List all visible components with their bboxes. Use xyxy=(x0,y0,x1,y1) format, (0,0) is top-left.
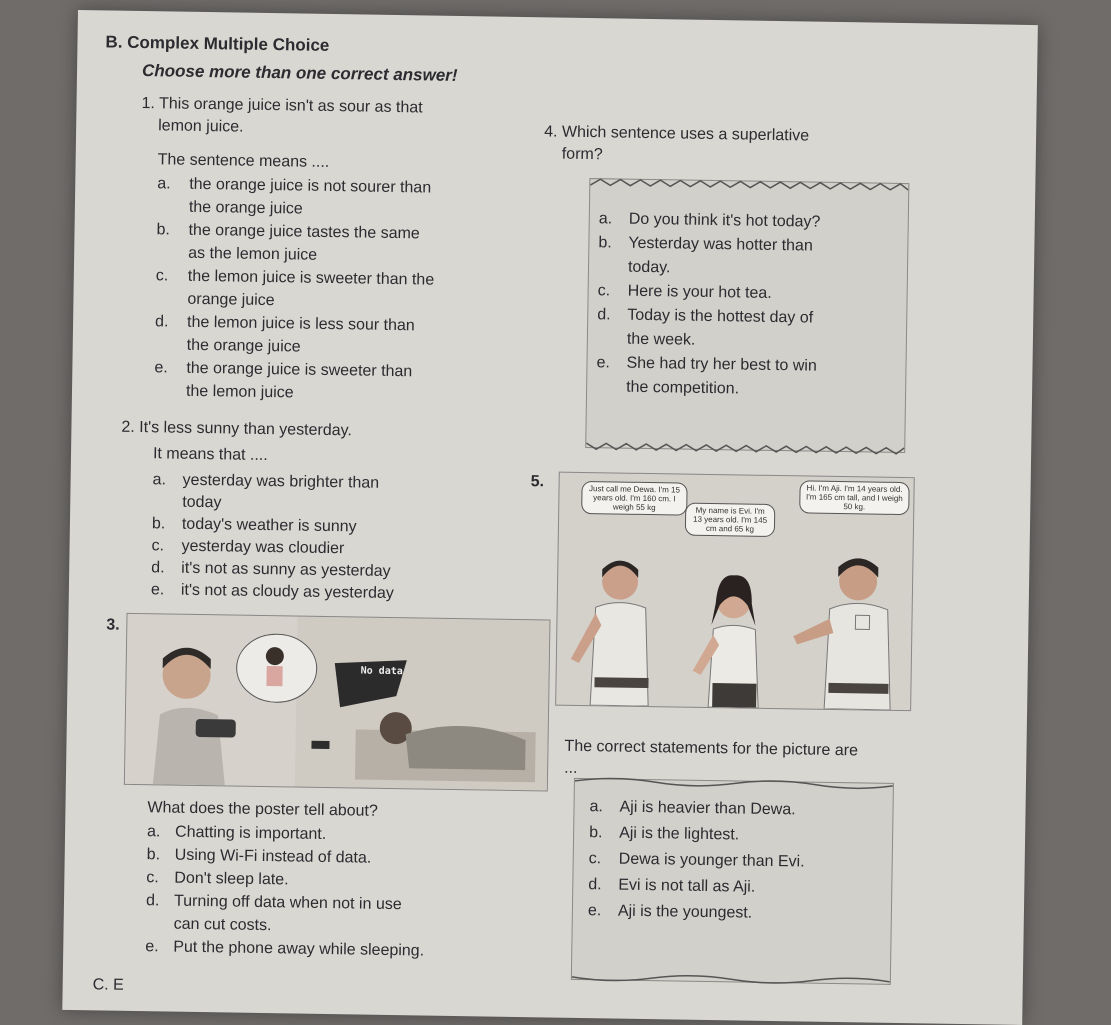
q1-option-b[interactable] xyxy=(156,219,420,245)
q3-option-c[interactable] xyxy=(146,867,289,891)
option-text: Today is the hottest day of xyxy=(627,306,814,327)
option-letter: b. xyxy=(598,234,612,252)
q3-option-d[interactable] xyxy=(146,890,402,916)
q2-option-e[interactable] xyxy=(151,579,394,605)
q3-option-a[interactable] xyxy=(147,821,327,846)
q5-option-e[interactable] xyxy=(588,900,753,925)
q3-option-b[interactable] xyxy=(147,844,372,870)
option-letter: d. xyxy=(145,892,160,910)
option-letter: b. xyxy=(156,221,171,239)
dewa-speech-bubble: Just call me Dewa. I'm 15 years old. I'm 160 cm. I weigh 55 kg xyxy=(581,481,688,516)
section-instruction: Choose more than one correct answer! xyxy=(141,61,458,85)
box-bottom-border xyxy=(586,439,904,456)
q3-poster xyxy=(124,613,551,792)
worksheet-page xyxy=(62,10,1038,1025)
option-text: the lemon juice is less sour than xyxy=(186,313,415,335)
option-letter: d. xyxy=(588,876,602,894)
q4-option-e[interactable] xyxy=(596,352,817,377)
dewa-figure xyxy=(570,560,650,706)
phone-icon xyxy=(196,719,236,738)
option-text: the orange juice tastes the same xyxy=(188,221,420,243)
q1-option-a[interactable] xyxy=(157,173,431,199)
option-text-continued: today xyxy=(182,493,222,512)
option-text: Here is your hot tea. xyxy=(627,282,772,302)
evi-speech-bubble: My name is Evi. I'm 13 years old. I'm 145 cm and 65 kg xyxy=(685,503,776,537)
option-letter: e. xyxy=(150,581,165,599)
option-letter: e. xyxy=(145,938,159,956)
q1-stem-line2: lemon juice. xyxy=(158,117,244,136)
students-illustration xyxy=(556,473,914,711)
q5-option-c[interactable] xyxy=(589,848,805,873)
q3-question: What does the poster tell about? xyxy=(147,799,378,820)
option-text-continued: the competition. xyxy=(626,378,740,398)
q3-number: 3. xyxy=(106,616,120,634)
evi-figure xyxy=(692,575,760,708)
option-text-continued: the orange juice xyxy=(188,198,303,218)
option-text: Yesterday was hotter than xyxy=(628,234,813,255)
option-text: yesterday was brighter than xyxy=(182,471,380,492)
option-text-continued: the orange juice xyxy=(186,336,301,356)
option-text-continued: as the lemon juice xyxy=(188,244,318,264)
q4-option-a[interactable] xyxy=(599,208,821,233)
option-letter: e. xyxy=(587,902,602,920)
box-top-border xyxy=(590,177,908,194)
q2-stem: 2. It's less sunny than yesterday. xyxy=(121,418,352,440)
option-text: Aji is the lightest. xyxy=(619,824,740,844)
option-text: Aji is the youngest. xyxy=(617,902,753,922)
q1-stem-line1: 1. This orange juice isn't as sour as that xyxy=(141,95,423,117)
footer-fragment: C. E xyxy=(92,976,124,994)
boy-shirt xyxy=(153,707,226,785)
option-text: yesterday was cloudier xyxy=(181,537,345,558)
q3-poster-illustration xyxy=(125,614,550,791)
q5-box-top-border xyxy=(575,775,893,792)
option-text: the lemon juice is sweeter than the xyxy=(187,267,435,289)
option-letter: c. xyxy=(146,869,159,887)
option-letter: d. xyxy=(597,306,611,324)
option-letter: c. xyxy=(588,850,602,868)
q5-lead: The correct statements for the picture are xyxy=(564,737,859,760)
poster-no-data-text: No data xyxy=(360,665,403,678)
option-text: Turning off data when not in use xyxy=(173,892,402,914)
q5-number: 5. xyxy=(530,473,545,491)
q4-option-c[interactable] xyxy=(597,280,771,305)
option-letter: b. xyxy=(151,515,166,533)
q5-option-b[interactable] xyxy=(589,822,739,846)
option-text: Aji is heavier than Dewa. xyxy=(619,798,796,819)
q5-picture xyxy=(555,472,915,712)
aji-figure xyxy=(792,557,892,710)
phone-on-floor-icon xyxy=(311,741,329,749)
option-letter: a. xyxy=(598,210,613,228)
q5-option-a[interactable] xyxy=(589,796,795,821)
aji-speech-bubble: Hi. I'm Aji. I'm 14 years old. I'm 165 cm tall, and I weigh 50 kg. xyxy=(799,480,910,515)
option-text-continued: orange juice xyxy=(187,290,275,310)
option-letter: a. xyxy=(146,823,161,841)
option-text: She had try her best to win xyxy=(626,354,817,375)
option-text: Put the phone away while sleeping. xyxy=(173,938,425,960)
q4-stem-line2: form? xyxy=(561,145,603,164)
option-text-continued: today. xyxy=(627,258,671,277)
option-letter: e. xyxy=(154,359,168,377)
option-text: Do you think it's hot today? xyxy=(628,210,821,231)
q2-option-c[interactable] xyxy=(151,535,344,560)
option-text: Evi is not tall as Aji. xyxy=(618,876,756,896)
option-text: it's not as cloudy as yesterday xyxy=(180,581,394,603)
option-letter: c. xyxy=(155,267,169,285)
option-letter: b. xyxy=(589,824,603,842)
option-text: the orange juice is sweeter than xyxy=(186,359,413,381)
option-letter: a. xyxy=(152,471,167,489)
option-text: Using Wi-Fi instead of data. xyxy=(174,846,372,867)
q1-option-d[interactable] xyxy=(155,311,415,337)
option-letter: e. xyxy=(596,354,610,372)
q5-box-bottom-border xyxy=(572,971,890,988)
option-text: Dewa is younger than Evi. xyxy=(618,850,805,871)
option-letter: d. xyxy=(151,559,165,577)
option-text: Chatting is important. xyxy=(174,823,327,844)
q2-option-b[interactable] xyxy=(152,513,357,538)
girl-dress xyxy=(266,666,282,686)
q5-ellipsis: ... xyxy=(564,759,578,777)
option-text-continued: can cut costs. xyxy=(173,915,272,935)
option-text: the orange juice is not sourer than xyxy=(189,175,432,197)
q4-stem-line1: 4. Which sentence uses a superlative xyxy=(544,123,810,145)
option-letter: c. xyxy=(597,282,611,300)
q1-option-c[interactable] xyxy=(156,265,435,291)
option-text: Don't sleep late. xyxy=(174,869,289,889)
option-letter: c. xyxy=(151,537,165,555)
q5-option-d[interactable] xyxy=(588,874,755,899)
q4-option-d[interactable] xyxy=(597,304,813,329)
option-text-continued: the lemon juice xyxy=(185,382,294,402)
option-letter: d. xyxy=(154,313,169,331)
option-text: it's not as sunny as yesterday xyxy=(181,559,391,580)
q1-option-e[interactable] xyxy=(154,357,412,383)
option-text: today's weather is sunny xyxy=(181,515,357,536)
q4-option-b[interactable] xyxy=(598,232,813,257)
q1-lead: The sentence means .... xyxy=(157,151,330,171)
q2-lead: It means that .... xyxy=(152,445,268,465)
option-letter: a. xyxy=(589,798,604,816)
q3-option-e[interactable] xyxy=(145,936,424,962)
option-letter: b. xyxy=(146,846,161,864)
section-heading: B. Complex Multiple Choice xyxy=(105,32,330,55)
option-text-continued: the week. xyxy=(626,330,696,349)
option-letter: a. xyxy=(157,175,171,193)
